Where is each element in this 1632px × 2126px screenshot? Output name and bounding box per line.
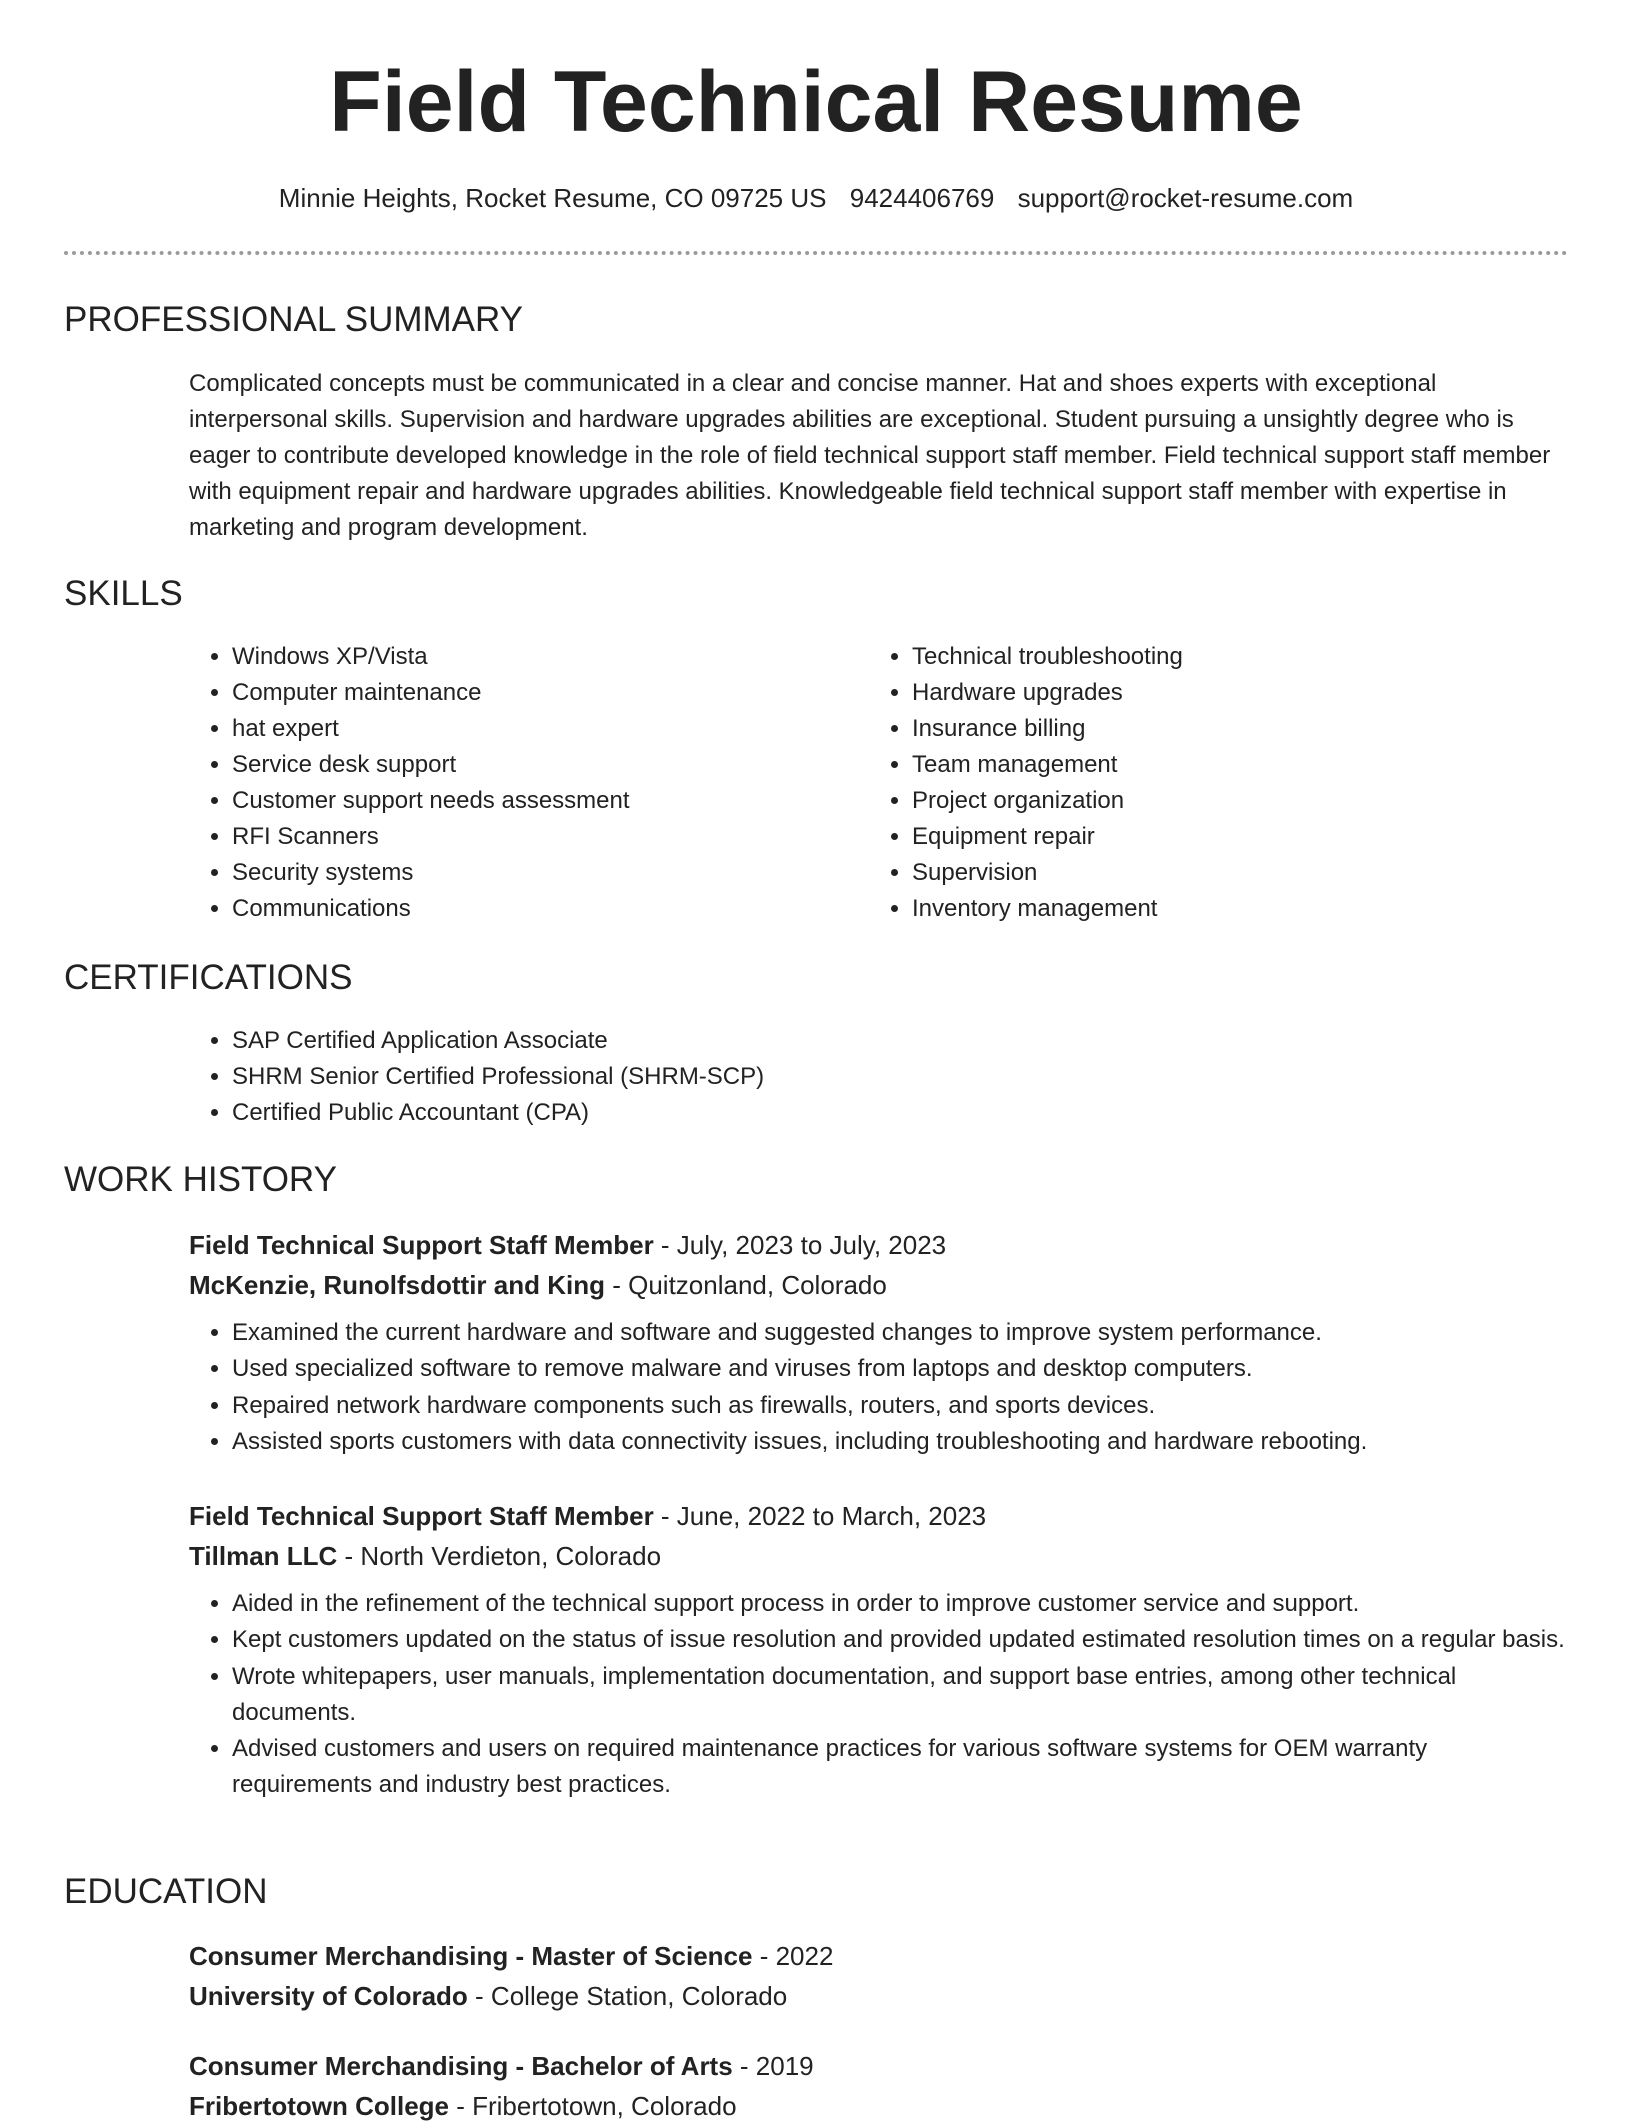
certifications-list (189, 1023, 1569, 1131)
skill-item: • Security systems (232, 855, 829, 891)
certifications-list-wrapper (189, 1023, 1569, 1131)
education-year: - 2022 (752, 1941, 834, 1971)
skill-item: • Inventory management (912, 891, 1509, 927)
certifications-heading: CERTIFICATIONS (64, 958, 353, 997)
education-school-line (189, 1976, 1569, 2016)
job-bullet: • Wrote whitepapers, user manuals, implementation documentation, and support base entries, among other technical documents. (232, 1659, 1569, 1732)
education-location: - Fribertotown, Colorado (449, 2091, 737, 2121)
job-company-line (189, 1265, 1569, 1305)
job-dates: - July, 2023 to July, 2023 (653, 1230, 947, 1260)
skill-item: • Customer support needs assessment (232, 783, 829, 819)
contact-line (0, 180, 1632, 216)
education-school: University of Colorado (189, 1981, 468, 2011)
skill-item: • Technical troubleshooting (912, 639, 1509, 675)
education-entry (189, 2046, 1569, 2126)
job-bullets (189, 1315, 1569, 1460)
skill-item: • Windows XP/Vista (232, 639, 829, 675)
header-divider (64, 251, 1568, 255)
skills-left-list (189, 639, 829, 927)
job-entry (189, 1225, 1569, 1460)
skill-item: • Communications (232, 891, 829, 927)
education-degree: Consumer Merchandising - Master of Science (189, 1941, 753, 1971)
job-company: Tillman LLC (189, 1541, 338, 1571)
summary-heading: PROFESSIONAL SUMMARY (64, 300, 523, 339)
skill-item: • Supervision (912, 855, 1509, 891)
job-bullet: • Kept customers updated on the status of issue resolution and provided updated estimated resolution times on a regular basis. (232, 1622, 1569, 1658)
skill-item: • Insurance billing (912, 711, 1509, 747)
education-location: - College Station, Colorado (467, 1981, 788, 2011)
skills-left-column (189, 639, 829, 927)
job-title: Field Technical Support Staff Member (189, 1501, 654, 1531)
contact-phone: 9424406769 (849, 183, 995, 213)
summary-text: Complicated concepts must be communicated in a clear and concise manner. Hat and shoes experts with exceptional interpersonal skills. Supervision and hardware upgrades abilities are exceptional. Student pursuing a unsightly degree who is eager to contribute developed knowledge in the role of field technical support staff member. Field technical support staff member with equipment repair and hardware upgrades abilities. Knowledgeable field technical support staff member with expertise in marketing and program development. (189, 370, 1551, 541)
education-degree: Consumer Merchandising - Bachelor of Arts (189, 2051, 733, 2081)
education-school-line (189, 2086, 1569, 2126)
education-school: Fribertotown College (189, 2091, 449, 2121)
job-bullets (189, 1586, 1569, 1804)
job-bullet: • Used specialized software to remove malware and viruses from laptops and desktop computers. (232, 1351, 1569, 1387)
skill-item: • Team management (912, 747, 1509, 783)
job-company-line (189, 1536, 1569, 1576)
contact-email: support@rocket-resume.com (1017, 183, 1354, 213)
education-year: - 2019 (732, 2051, 814, 2081)
skills-heading: SKILLS (64, 574, 183, 613)
skill-item: • RFI Scanners (232, 819, 829, 855)
job-location: - Quitzonland, Colorado (605, 1270, 887, 1300)
skills-right-list (869, 639, 1509, 927)
education-degree-line (189, 2046, 1569, 2086)
education-heading: EDUCATION (64, 1872, 268, 1911)
job-bullet: • Assisted sports customers with data connectivity issues, including troubleshooting and hardware rebooting. (232, 1424, 1569, 1460)
contact-address: Minnie Heights, Rocket Resume, CO 09725 US (278, 183, 827, 213)
education-degree-line (189, 1936, 1569, 1976)
skill-item: • Computer maintenance (232, 675, 829, 711)
skill-item: • hat expert (232, 711, 829, 747)
certification-item: • SHRM Senior Certified Professional (SHRM-SCP) (232, 1059, 1569, 1095)
job-title-line (189, 1225, 1569, 1265)
education-entry (189, 1936, 1569, 2016)
skill-item: • Service desk support (232, 747, 829, 783)
job-bullet: • Aided in the refinement of the technical support process in order to improve customer service and support. (232, 1586, 1569, 1622)
skill-item: • Hardware upgrades (912, 675, 1509, 711)
certification-item: • Certified Public Accountant (CPA) (232, 1095, 1569, 1131)
job-bullet: • Repaired network hardware components such as firewalls, routers, and sports devices. (232, 1388, 1569, 1424)
certification-item: • SAP Certified Application Associate (232, 1023, 1569, 1059)
job-bullet: • Examined the current hardware and software and suggested changes to improve system performance. (232, 1315, 1569, 1351)
job-dates: - June, 2022 to March, 2023 (653, 1501, 987, 1531)
skill-item: • Equipment repair (912, 819, 1509, 855)
job-bullet: • Advised customers and users on required maintenance practices for various software systems for OEM warranty requirements and industry best practices. (232, 1731, 1569, 1804)
skills-right-column (869, 639, 1509, 927)
job-company: McKenzie, Runolfsdottir and King (189, 1270, 605, 1300)
job-title: Field Technical Support Staff Member (189, 1230, 654, 1260)
work-history-heading: WORK HISTORY (64, 1160, 337, 1199)
job-entry (189, 1496, 1569, 1804)
job-location: - North Verdieton, Colorado (337, 1541, 662, 1571)
skill-item: • Project organization (912, 783, 1509, 819)
job-title-line (189, 1496, 1569, 1536)
resume-title: Field Technical Resume (329, 54, 1303, 150)
